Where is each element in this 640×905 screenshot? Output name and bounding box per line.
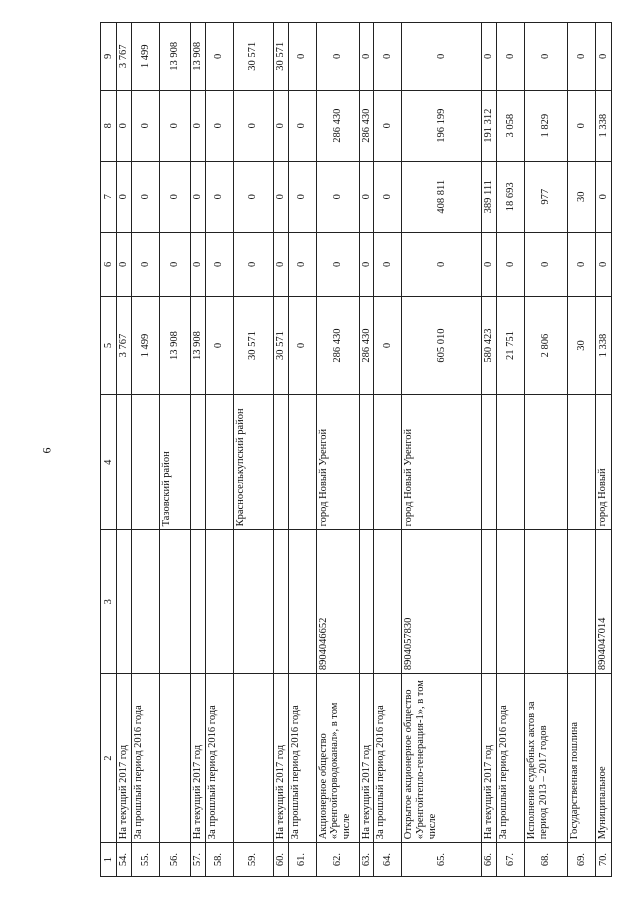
row-col5: 1 338 (596, 297, 612, 395)
row-number: 68. (525, 843, 568, 877)
row-col9: 0 (402, 23, 482, 91)
row-col6: 0 (132, 232, 160, 296)
row-col8: 0 (568, 90, 596, 161)
header-cell: 1 (101, 843, 117, 877)
row-col5: 580 423 (482, 297, 497, 395)
row-number: 60. (273, 843, 288, 877)
row-col6: 0 (497, 232, 525, 296)
row-number: 61. (288, 843, 316, 877)
table-row (117, 23, 132, 877)
row-number: 59. (233, 843, 273, 877)
header-cell: 3 (101, 530, 117, 674)
table-row (596, 23, 612, 877)
row-col7: 0 (132, 161, 160, 232)
row-col9: 1 499 (132, 23, 160, 91)
row-area (482, 395, 497, 530)
row-col7: 0 (273, 161, 288, 232)
row-col6: 0 (568, 232, 596, 296)
row-col5: 286 430 (316, 297, 359, 395)
row-inn (273, 530, 288, 674)
row-col9: 0 (482, 23, 497, 91)
row-col5: 605 010 (402, 297, 482, 395)
row-area (132, 395, 160, 530)
row-name: На текущий 2017 год (117, 674, 132, 843)
row-col7: 0 (374, 161, 402, 232)
row-col5: 30 571 (273, 297, 288, 395)
row-area (568, 395, 596, 530)
row-col5: 21 751 (497, 297, 525, 395)
row-area (359, 395, 374, 530)
table-row (132, 23, 160, 877)
row-col9: 13 908 (191, 23, 206, 91)
row-col5: 3 767 (117, 297, 132, 395)
row-col9: 0 (374, 23, 402, 91)
table-row (273, 23, 288, 877)
row-number: 69. (568, 843, 596, 877)
row-number: 58. (205, 843, 233, 877)
table-row (316, 23, 359, 877)
row-col6: 0 (205, 232, 233, 296)
row-number: 56. (160, 843, 191, 877)
row-inn: 8904047014 (596, 530, 612, 674)
row-inn (359, 530, 374, 674)
row-name: Муниципальное (596, 674, 612, 843)
row-number: 62. (316, 843, 359, 877)
table-row (482, 23, 497, 877)
row-col7: 0 (160, 161, 191, 232)
row-inn: 8904046652 (316, 530, 359, 674)
row-area (525, 395, 568, 530)
header-cell: 2 (101, 674, 117, 843)
row-name: За прошлый период 2016 года (374, 674, 402, 843)
row-col8: 0 (273, 90, 288, 161)
row-number: 63. (359, 843, 374, 877)
row-name: За прошлый период 2016 года (288, 674, 316, 843)
row-col5: 0 (288, 297, 316, 395)
table-row (525, 23, 568, 877)
row-col5: 30 (568, 297, 596, 395)
row-area (374, 395, 402, 530)
table-row (191, 23, 206, 877)
row-col8: 1 338 (596, 90, 612, 161)
row-area (117, 395, 132, 530)
row-col6: 0 (402, 232, 482, 296)
table-row (374, 23, 402, 877)
row-col7: 0 (233, 161, 273, 232)
row-name: За прошлый период 2016 года (497, 674, 525, 843)
rotated-table-container (100, 22, 609, 877)
row-col7: 0 (359, 161, 374, 232)
row-col9: 0 (525, 23, 568, 91)
table-row (497, 23, 525, 877)
row-area: Красноселькупский район (233, 395, 273, 530)
row-col9: 0 (497, 23, 525, 91)
row-col9: 0 (596, 23, 612, 91)
row-inn (205, 530, 233, 674)
row-area: город Новый (596, 395, 612, 530)
row-number: 55. (132, 843, 160, 877)
row-area: город Новый Уренгой (316, 395, 359, 530)
row-col8: 191 312 (482, 90, 497, 161)
header-cell: 5 (101, 297, 117, 395)
row-col6: 0 (525, 232, 568, 296)
row-col6: 0 (374, 232, 402, 296)
row-name: На текущий 2017 год (359, 674, 374, 843)
row-name: Акционерное общество «Уренгойгорводоканал», в том числе (316, 674, 359, 843)
row-col5: 0 (205, 297, 233, 395)
row-col8: 0 (132, 90, 160, 161)
row-col7: 408 811 (402, 161, 482, 232)
header-row (101, 23, 117, 877)
row-col8: 0 (191, 90, 206, 161)
row-col6: 0 (191, 232, 206, 296)
row-col9: 30 571 (273, 23, 288, 91)
row-area (288, 395, 316, 530)
row-name (233, 674, 273, 843)
row-col9: 0 (568, 23, 596, 91)
table-row (359, 23, 374, 877)
row-col7: 30 (568, 161, 596, 232)
row-col7: 0 (316, 161, 359, 232)
table-row (288, 23, 316, 877)
row-area (205, 395, 233, 530)
row-inn (568, 530, 596, 674)
row-col6: 0 (359, 232, 374, 296)
row-col9: 0 (288, 23, 316, 91)
row-col6: 0 (596, 232, 612, 296)
row-inn (497, 530, 525, 674)
row-col8: 0 (117, 90, 132, 161)
row-col8: 286 430 (316, 90, 359, 161)
header-cell: 4 (101, 395, 117, 530)
row-col6: 0 (316, 232, 359, 296)
row-col5: 2 806 (525, 297, 568, 395)
row-col5: 286 430 (359, 297, 374, 395)
row-col6: 0 (233, 232, 273, 296)
row-inn (233, 530, 273, 674)
row-col7: 0 (117, 161, 132, 232)
row-col9: 3 767 (117, 23, 132, 91)
row-number: 66. (482, 843, 497, 877)
row-name: Исполнение судебных актов за период 2013 – 2017 годов (525, 674, 568, 843)
row-col8: 0 (374, 90, 402, 161)
row-col5: 13 908 (160, 297, 191, 395)
row-inn (191, 530, 206, 674)
row-inn (117, 530, 132, 674)
row-col7: 977 (525, 161, 568, 232)
row-inn (374, 530, 402, 674)
row-col9: 0 (205, 23, 233, 91)
row-area (191, 395, 206, 530)
row-inn (288, 530, 316, 674)
row-col6: 0 (117, 232, 132, 296)
table-row (402, 23, 482, 877)
table-row (568, 23, 596, 877)
row-number: 64. (374, 843, 402, 877)
row-area (273, 395, 288, 530)
row-col7: 389 111 (482, 161, 497, 232)
row-col6: 0 (288, 232, 316, 296)
header-cell: 8 (101, 90, 117, 161)
row-inn (132, 530, 160, 674)
row-col9: 30 571 (233, 23, 273, 91)
row-col7: 0 (205, 161, 233, 232)
row-col8: 1 829 (525, 90, 568, 161)
row-inn (160, 530, 191, 674)
row-col9: 13 908 (160, 23, 191, 91)
row-col6: 0 (160, 232, 191, 296)
row-inn (482, 530, 497, 674)
row-inn: 8904057830 (402, 530, 482, 674)
row-name: На текущий 2017 год (482, 674, 497, 843)
row-name (160, 674, 191, 843)
row-number: 67. (497, 843, 525, 877)
row-col8: 3 058 (497, 90, 525, 161)
row-col9: 0 (359, 23, 374, 91)
row-col8: 286 430 (359, 90, 374, 161)
table-row (205, 23, 233, 877)
row-area: город Новый Уренгой (402, 395, 482, 530)
table-row (160, 23, 191, 877)
row-col7: 18 693 (497, 161, 525, 232)
row-col8: 0 (205, 90, 233, 161)
header-cell: 7 (101, 161, 117, 232)
row-name: За прошлый период 2016 года (132, 674, 160, 843)
row-number: 65. (402, 843, 482, 877)
row-area: Тазовский район (160, 395, 191, 530)
row-number: 57. (191, 843, 206, 877)
row-col6: 0 (482, 232, 497, 296)
row-name: Государственная пошлина (568, 674, 596, 843)
row-name: На текущий 2017 год (191, 674, 206, 843)
row-col8: 0 (288, 90, 316, 161)
row-col9: 0 (316, 23, 359, 91)
row-col5: 0 (374, 297, 402, 395)
row-name: Открытое акционерное общество «Уренгойтепло-генерация-1», в том числе (402, 674, 482, 843)
row-col8: 0 (160, 90, 191, 161)
row-name: На текущий 2017 год (273, 674, 288, 843)
header-cell: 6 (101, 232, 117, 296)
row-inn (525, 530, 568, 674)
row-name: За прошлый период 2016 года (205, 674, 233, 843)
page-number: 6 (39, 447, 54, 454)
row-col7: 0 (191, 161, 206, 232)
row-area (497, 395, 525, 530)
row-col7: 0 (288, 161, 316, 232)
row-col5: 1 499 (132, 297, 160, 395)
row-col8: 0 (233, 90, 273, 161)
row-col6: 0 (273, 232, 288, 296)
header-cell: 9 (101, 23, 117, 91)
table-row (233, 23, 273, 877)
row-number: 54. (117, 843, 132, 877)
row-number: 70. (596, 843, 612, 877)
data-table (100, 22, 612, 877)
row-col5: 30 571 (233, 297, 273, 395)
row-col5: 13 908 (191, 297, 206, 395)
row-col7: 0 (596, 161, 612, 232)
row-col8: 196 199 (402, 90, 482, 161)
